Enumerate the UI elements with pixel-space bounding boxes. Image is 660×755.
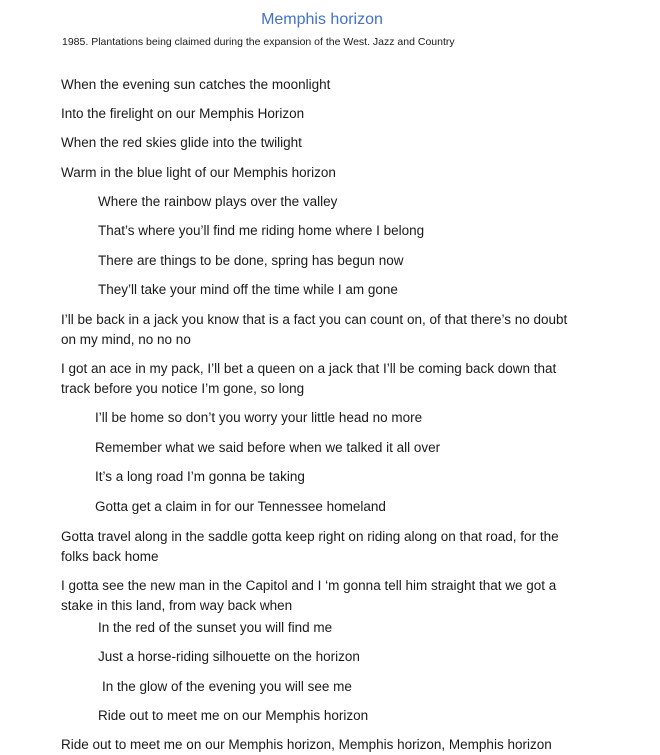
lyric-line: stake in this land, from way back when bbox=[61, 598, 293, 613]
lyric-line-indented: Where the rainbow plays over the valley bbox=[98, 194, 338, 209]
lyric-line-indented: Just a horse-riding silhouette on the horizon bbox=[98, 649, 360, 664]
lyric-line: folks back home bbox=[61, 549, 159, 564]
lyric-line-indented: In the red of the sunset you will find me bbox=[98, 620, 333, 635]
lyric-line-indented: In the glow of the evening you will see me bbox=[102, 679, 352, 694]
lyric-line: Into the firelight on our Memphis Horizon bbox=[61, 106, 305, 121]
lyric-line-indented: That’s where you’ll find me riding home where I belong bbox=[98, 223, 425, 238]
lyric-line: Gotta travel along in the saddle gotta keep right on riding along on that road, for the bbox=[61, 529, 559, 544]
document-title: Memphis horizon bbox=[261, 11, 383, 28]
lyric-line: When the red skies glide into the twilight bbox=[61, 135, 302, 150]
lyric-line-indented: Gotta get a claim in for our Tennessee homeland bbox=[95, 499, 386, 514]
lyric-line: I’ll be back in a jack you know that is a fact you can count on, of that there’s no doubt bbox=[61, 312, 568, 327]
lyric-line: Ride out to meet me on our Memphis horizon, Memphis horizon, Memphis horizon bbox=[61, 737, 552, 752]
lyric-line-indented: Ride out to meet me on our Memphis horizon bbox=[98, 708, 369, 723]
lyric-line: on my mind, no no no bbox=[61, 332, 191, 347]
lyric-line: I got an ace in my pack, I’ll bet a queen on a jack that I’ll be coming back down that bbox=[61, 361, 557, 376]
lyric-line-indented: They’ll take your mind off the time while I am gone bbox=[98, 282, 398, 297]
lyric-line-indented: I’ll be home so don’t you worry your little head no more bbox=[95, 410, 423, 425]
lyric-line-indented: It’s a long road I’m gonna be taking bbox=[95, 469, 305, 484]
lyric-line: Warm in the blue light of our Memphis horizon bbox=[61, 165, 336, 180]
lyric-line: When the evening sun catches the moonlight bbox=[61, 77, 331, 92]
lyric-line-indented: Remember what we said before when we talked it all over bbox=[95, 440, 441, 455]
lyric-line: I gotta see the new man in the Capitol and I ‘m gonna tell him straight that we got a bbox=[61, 578, 557, 593]
lyric-line: track before you notice I’m gone, so long bbox=[61, 381, 305, 396]
lyric-line-indented: There are things to be done, spring has begun now bbox=[98, 253, 404, 268]
document-subtitle: 1985. Plantations being claimed during the expansion of the West. Jazz and Country bbox=[62, 36, 455, 48]
